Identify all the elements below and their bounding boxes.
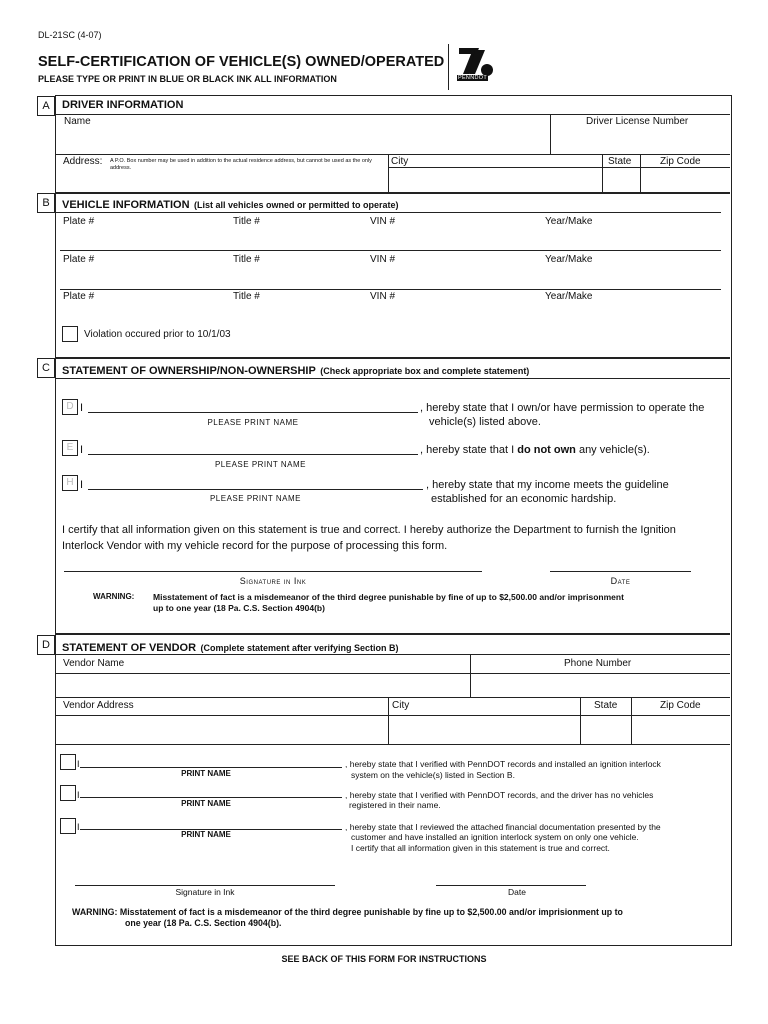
vendor-option-1-text-1: , hereby state that I verified with PennDOT records and installed an ignition interlock [345, 759, 661, 769]
option-e-print-label: PLEASE PRINT NAME [214, 460, 307, 469]
address-field[interactable] [56, 170, 386, 190]
signature-label-c: Signature in Ink [239, 576, 307, 586]
penndot-logo [455, 44, 495, 84]
plate-label-1: Plate # [63, 216, 95, 227]
vendor-name-field[interactable] [57, 675, 468, 696]
license-label: Driver License Number [586, 116, 689, 127]
state-field-d[interactable] [582, 717, 629, 743]
option-d-text-1: , hereby state that I own/or have permission to operate the [420, 402, 705, 414]
form-title: SELF-CERTIFICATION OF VEHICLE(S) OWNED/OPERATED [38, 54, 445, 70]
option-e-name-line[interactable] [88, 454, 418, 455]
phone-label: Phone Number [564, 658, 632, 669]
header-divider [448, 44, 449, 90]
title-label-3: Title # [233, 291, 260, 302]
state-label-a: State [608, 156, 632, 167]
logo-text: PENNDOT [458, 75, 487, 81]
year-label-1: Year/Make [545, 216, 593, 227]
city-field-d[interactable] [390, 717, 578, 743]
vendor-option-1-text-2: system on the vehicle(s) listed in Section B. [351, 770, 515, 780]
section-c-title: STATEMENT OF OWNERSHIP/NON-OWNERSHIP [62, 365, 316, 377]
date-line-c[interactable] [550, 571, 691, 572]
vendor-option-1-name-line[interactable] [80, 767, 342, 768]
section-b-marker: B [37, 193, 55, 213]
option-d-text-2: vehicle(s) listed above. [429, 416, 541, 428]
vendor-address-field[interactable] [57, 717, 387, 743]
signature-line-d[interactable] [75, 885, 335, 886]
vendor-option-3-text-1: , hereby state that I reviewed the attached financial documentation presented by the [345, 822, 661, 832]
certify-line-2: Interlock Vendor with my vehicle record for the purpose of processing this form. [62, 540, 448, 552]
title-label-2: Title # [233, 254, 260, 265]
zip-field-a[interactable] [642, 169, 729, 191]
section-a-marker: A [37, 96, 55, 116]
address-note: A P.O. Box number may be used in addition to the actual residence address, but cannot be used as the only address. [110, 158, 372, 171]
violation-checkbox[interactable] [62, 326, 78, 342]
zip-field-d[interactable] [633, 717, 729, 743]
phone-field[interactable] [472, 675, 729, 696]
option-h-print-label: PLEASE PRINT NAME [209, 494, 302, 503]
form-subtitle: PLEASE TYPE OR PRINT IN BLUE OR BLACK INK ALL INFORMATION [38, 74, 337, 84]
city-label-d: City [392, 700, 410, 711]
ownership-checkbox-e[interactable]: E [62, 440, 78, 456]
name-field[interactable] [56, 128, 549, 154]
section-d-title: STATEMENT OF VENDOR [62, 642, 197, 654]
warning-label-c: WARNING: [93, 592, 135, 601]
option-d-prefix: I [80, 402, 84, 414]
zip-label-a: Zip Code [660, 156, 701, 167]
address-label: Address: [63, 156, 103, 167]
option-d-name-line[interactable] [88, 412, 418, 413]
section-b-note: (List all vehicles owned or permitted to operate) [193, 200, 399, 210]
zip-label-d: Zip Code [660, 700, 701, 711]
vendor-address-label: Vendor Address [63, 700, 134, 711]
date-label-c: Date [610, 576, 631, 586]
vendor-option-3-prefix: I [77, 822, 80, 832]
warning-line-1-d: WARNING: Misstatement of fact is a misdemeanor of the third degree punishable by fine up to $2,500.00 and/or imprisionment up to [72, 907, 623, 917]
plate-label-2: Plate # [63, 254, 95, 265]
section-d-marker: D [37, 635, 55, 655]
vendor-checkbox-3[interactable] [60, 818, 76, 834]
signature-label-d: Signature in Ink [175, 887, 235, 897]
option-e-prefix: I [80, 444, 84, 456]
option-h-prefix: I [80, 479, 84, 491]
section-b-heading [62, 195, 399, 213]
option-h-name-line[interactable] [88, 489, 423, 490]
vehicle-row-3-field[interactable] [60, 303, 720, 323]
vendor-option-2-text-1: , hereby state that I verified with PennDOT records, and the driver has no vehicles [345, 790, 654, 800]
ownership-checkbox-d[interactable]: D [62, 399, 78, 415]
date-line-d[interactable] [436, 885, 586, 886]
vin-label-1: VIN # [370, 216, 396, 227]
vendor-option-3-text-3: I certify that all information given in this statement is true and correct. [351, 843, 610, 853]
vendor-option-1-prefix: I [77, 759, 80, 769]
section-b-title: VEHICLE INFORMATION [62, 199, 190, 211]
certify-line-1: I certify that all information given on this statement is true and correct. I hereby authorize the Department to furnish the Ignition [62, 524, 676, 536]
year-label-3: Year/Make [545, 291, 593, 302]
city-field-a[interactable] [390, 169, 600, 191]
license-field[interactable] [551, 128, 729, 154]
city-label-a: City [391, 156, 409, 167]
vendor-option-1-print-label: PRINT NAME [181, 769, 231, 778]
date-label-d: Date [508, 887, 526, 897]
option-d-print-label: PLEASE PRINT NAME [207, 418, 299, 427]
footer-instructions: SEE BACK OF THIS FORM FOR INSTRUCTIONS [281, 954, 487, 964]
option-e-text: , hereby state that I do not own any vehicle(s). [420, 444, 650, 456]
warning-line-1-c: Misstatement of fact is a misdemeanor of the third degree punishable by fine of up to $2,500.00 and/or imprisonment [153, 592, 624, 602]
section-c-note: (Check appropriate box and complete statement) [320, 366, 530, 376]
option-h-text-2: established for an economic hardship. [431, 493, 617, 505]
vendor-option-2-prefix: I [77, 790, 80, 800]
section-c-heading [62, 361, 529, 379]
state-label-d: State [594, 700, 618, 711]
vendor-option-2-print-label: PRINT NAME [181, 799, 231, 808]
year-label-2: Year/Make [545, 254, 593, 265]
vin-label-3: VIN # [370, 291, 396, 302]
vendor-option-3-text-2: customer and have installed an ignition interlock system on only one vehicle. [351, 832, 639, 842]
vehicle-row-1-field[interactable] [60, 228, 720, 250]
vehicle-row-2-field[interactable] [60, 266, 720, 288]
vendor-option-3-print-label: PRINT NAME [181, 830, 231, 839]
state-field-a[interactable] [604, 169, 639, 191]
form-number: DL-21SC (4-07) [38, 30, 102, 40]
vendor-option-2-text-2: registered in their name. [349, 800, 441, 810]
plate-label-3: Plate # [63, 291, 95, 302]
ownership-checkbox-h[interactable]: H [62, 475, 78, 491]
title-label-1: Title # [233, 216, 260, 227]
vendor-name-label: Vendor Name [63, 658, 125, 669]
violation-label: Violation occured prior to 10/1/03 [84, 329, 231, 340]
vendor-option-2-name-line[interactable] [80, 797, 342, 798]
signature-line-c[interactable] [64, 571, 482, 572]
vendor-checkbox-1[interactable] [60, 754, 76, 770]
vendor-checkbox-2[interactable] [60, 785, 76, 801]
name-label: Name [64, 116, 91, 127]
section-d-note: (Complete statement after verifying Section B) [200, 643, 399, 653]
section-c-marker: C [37, 358, 55, 378]
warning-line-2-d: one year (18 Pa. C.S. Section 4904(b). [125, 918, 282, 928]
vin-label-2: VIN # [370, 254, 396, 265]
warning-line-2-c: up to one year (18 Pa. C.S. Section 4904(b) [153, 603, 325, 613]
section-a-heading: DRIVER INFORMATION [62, 99, 184, 111]
option-h-text-1: , hereby state that my income meets the guideline [426, 479, 669, 491]
